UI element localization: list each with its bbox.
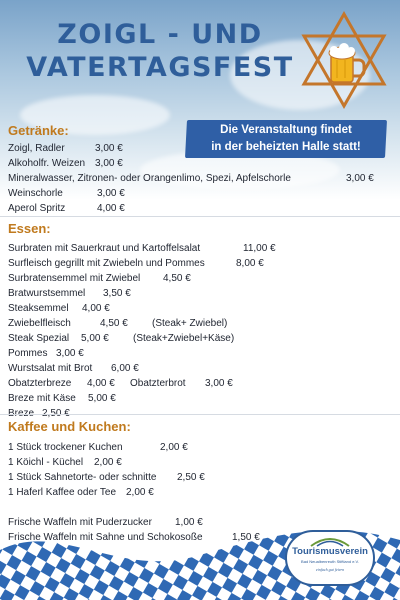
list-item (8, 361, 398, 376)
title-line-2: VATERTAGSFEST (26, 52, 294, 83)
item-price: 1,50 € (232, 532, 260, 543)
item-price: 2,00 € (160, 442, 188, 453)
divider (0, 216, 400, 217)
item-name: Bratwurstsemmel (8, 288, 86, 299)
list-item (8, 256, 398, 271)
list-item (8, 141, 398, 156)
item-name: Frische Waffeln mit Sahne und Schokosoße (8, 532, 203, 543)
list-item (8, 346, 398, 361)
item-name: Frische Waffeln mit Puderzucker (8, 517, 152, 528)
list-item (8, 286, 398, 301)
food-heading: Essen: (8, 221, 51, 236)
item-note-price: 3,00 € (205, 378, 233, 389)
item-name: Surbratensemmel mit Zwiebel (8, 273, 141, 284)
item-name: 1 Stück Sahnetorte- oder schnitte (8, 472, 157, 483)
list-item (8, 485, 398, 500)
item-price: 3,50 € (103, 288, 131, 299)
item-price: 4,00 € (97, 203, 125, 214)
notice-line-1: Die Veranstaltung findet (220, 124, 352, 136)
star-beer-icon (300, 10, 388, 110)
item-price: 3,00 € (95, 158, 123, 169)
item-price: 4,50 € (163, 273, 191, 284)
title-line-1: ZOIGL - UND (57, 19, 263, 50)
item-name: Mineralwasser, Zitronen- oder Orangenlimo, Spezi, Apfelschorle (8, 173, 291, 184)
food-list (8, 241, 398, 421)
logo-tagline: einfach gut feiern (315, 567, 345, 572)
item-price: 2,50 € (177, 472, 205, 483)
logo-subtitle: Bad Neualbenreuth Stiftland e.V. (301, 559, 359, 564)
list-item (8, 440, 398, 455)
list-item (8, 331, 398, 346)
list-item (8, 271, 398, 286)
list-item (8, 156, 398, 171)
list-item (8, 186, 398, 201)
item-price: 2,00 € (94, 457, 122, 468)
item-note: (Steak+Zwiebel+Käse) (133, 333, 235, 344)
item-name: Steak Spezial (8, 333, 70, 344)
item-name: 1 Haferl Kaffee oder Tee (8, 487, 117, 498)
item-name: Aperol Spritz (8, 203, 66, 214)
list-item (8, 391, 398, 406)
item-note: Obatzterbrot (130, 378, 186, 389)
item-name: Zoigl, Radler (8, 143, 65, 154)
item-price: 6,00 € (111, 363, 139, 374)
list-item (8, 201, 398, 216)
list-item (8, 241, 398, 256)
item-name: 1 Stück trockener Kuchen (8, 442, 123, 453)
item-name: Zwiebelfleisch (8, 318, 71, 329)
item-name: Obatzterbreze (8, 378, 72, 389)
list-item (8, 470, 398, 485)
item-price: 11,00 € (243, 243, 276, 254)
list-item (8, 376, 398, 391)
list-item (8, 301, 398, 316)
logo-name: Tourismusverein (292, 546, 368, 557)
list-item (8, 455, 398, 470)
item-price: 4,00 € (82, 303, 110, 314)
tourismusverein-logo (285, 530, 375, 586)
item-name: Surbraten mit Sauerkraut und Kartoffelsalat (8, 243, 201, 254)
item-price: 4,50 € (100, 318, 128, 329)
divider (0, 414, 400, 415)
cake-heading: Kaffee und Kuchen: (8, 419, 131, 434)
item-name: Weinschorle (8, 188, 63, 199)
item-price: 8,00 € (236, 258, 264, 269)
item-price: 3,00 € (56, 348, 84, 359)
item-price: 5,00 € (88, 393, 116, 404)
item-name: 1 Köichl - Küchel (8, 457, 84, 468)
item-price: 3,00 € (346, 173, 374, 184)
drinks-list (8, 141, 398, 216)
item-name: Breze mit Käse (8, 393, 76, 404)
item-price: 4,00 € (87, 378, 115, 389)
cake-list (8, 440, 398, 500)
item-price: 3,00 € (95, 143, 123, 154)
item-name: Pommes (8, 348, 48, 359)
notice-line-2: in der beheizten Halle statt! (211, 141, 361, 153)
item-name: Alkoholfr. Weizen (8, 158, 86, 169)
item-price: 2,00 € (126, 487, 154, 498)
list-item (8, 171, 398, 186)
item-price: 1,00 € (175, 517, 203, 528)
item-price: 5,00 € (81, 333, 109, 344)
item-name: Steaksemmel (8, 303, 69, 314)
list-item (8, 316, 398, 331)
item-note: (Steak+ Zwiebel) (152, 318, 228, 329)
item-name: Surfleisch gegrillt mit Zwiebeln und Pommes (8, 258, 205, 269)
item-price: 3,00 € (97, 188, 125, 199)
drinks-heading: Getränke: (8, 123, 69, 138)
item-name: Wurstsalat mit Brot (8, 363, 93, 374)
